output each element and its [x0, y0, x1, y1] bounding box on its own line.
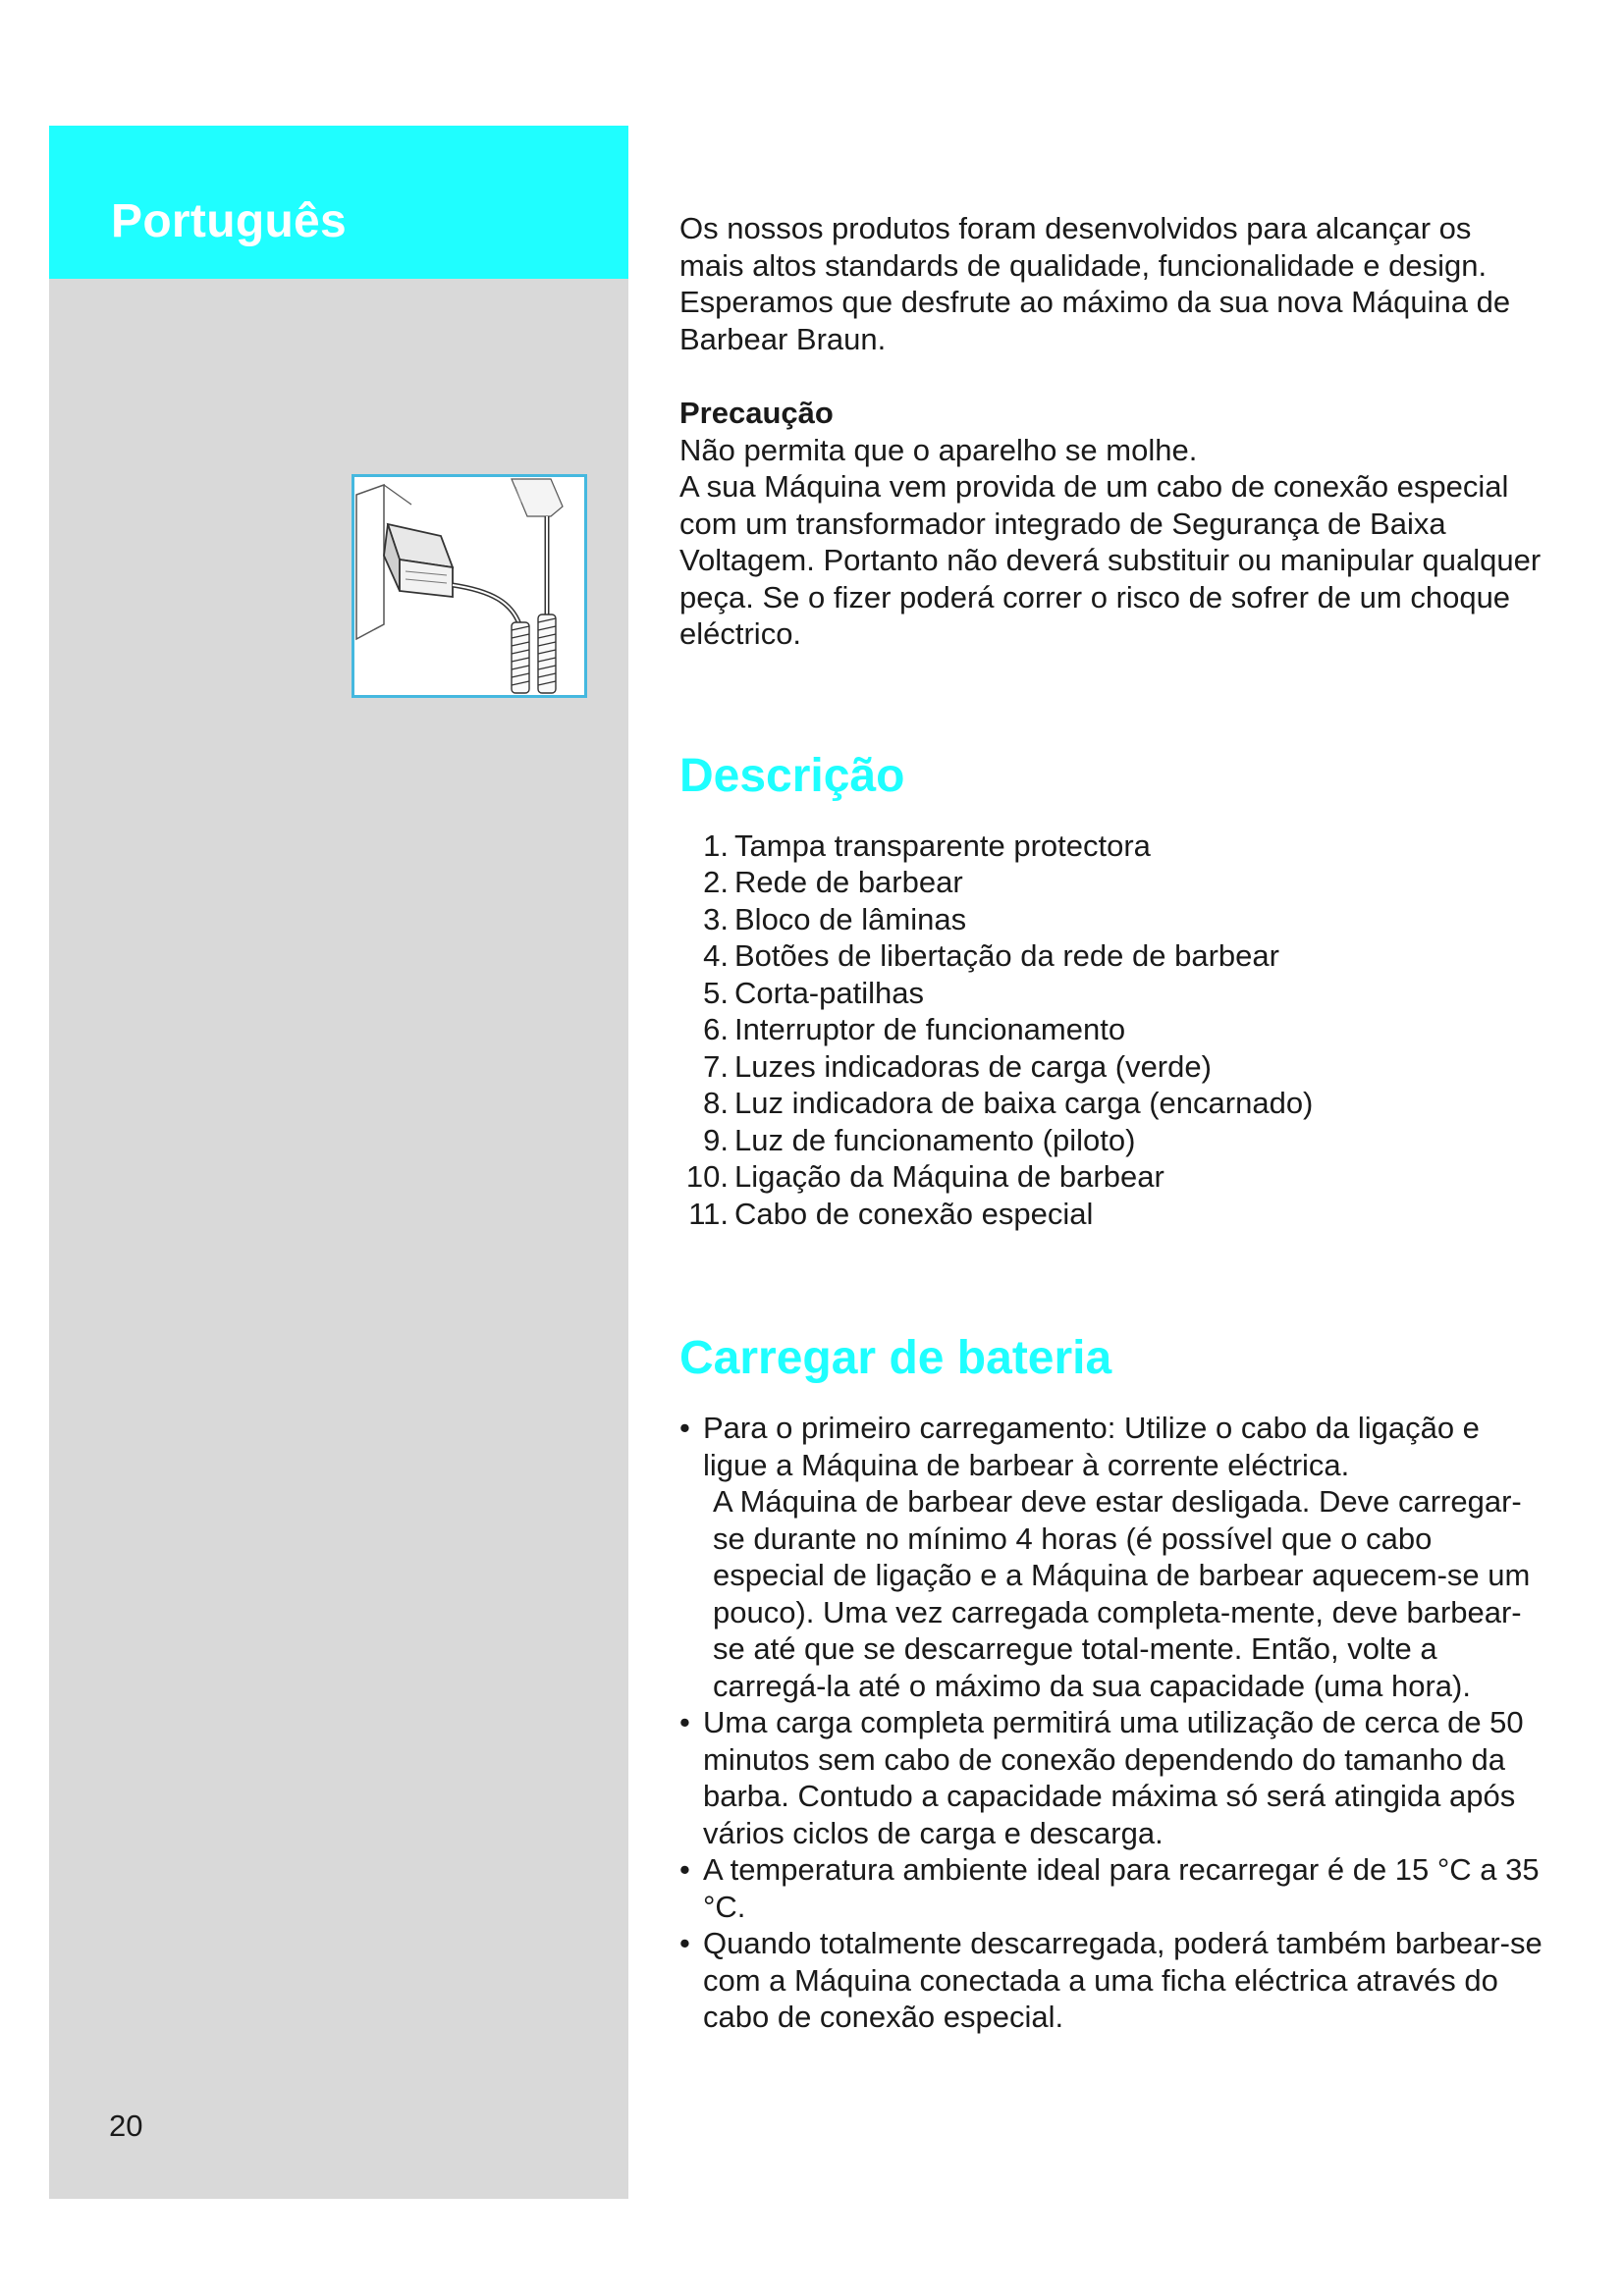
list-item: 1. Tampa transparente protectora — [703, 828, 1151, 863]
list-item: 3. Bloco de lâminas — [703, 901, 967, 936]
parts-list — [679, 828, 1543, 1233]
list-item: • Quando totalmente descarregada, poderá também barbear-se com a Máquina conectada a uma ficha eléctrica através do cabo de conexão especial. — [679, 1926, 1543, 2034]
bullet-4: Quando totalmente descarregada, poderá também barbear-se com a Máquina conectada a uma ficha eléctrica através do cabo de conexão especial. — [703, 1926, 1543, 2034]
list-item: 5. Corta-patilhas — [703, 975, 924, 1010]
page-number: 20 — [109, 2109, 143, 2143]
description-heading: Descrição — [679, 749, 905, 802]
list-item: 4. Botões de libertação da rede de barbear — [703, 938, 1279, 973]
main-content — [679, 210, 1543, 2036]
list-item: 10. Ligação da Máquina de barbear — [685, 1159, 1164, 1194]
bullet-1-lead: Para o primeiro carregamento: Utilize o cabo da ligação e ligue a Máquina de barbear à corrente eléctrica. — [703, 1411, 1480, 1482]
list-item: • Para o primeiro carregamento: Utilize o cabo da ligação e ligue a Máquina de barbear à corrente eléctrica. A Máquina de barbear deve estar desligada. Deve carregar-se durante no mínimo 4 horas (é possível que o cabo especial de ligação e a Máquina de barbear aquecem-se um pouco). Uma vez carregada completa-mente, deve barbear-se até que se descarregue total-mente. Então, volte a carregá-la até o máximo da sua capacidade (uma hora). — [679, 1410, 1543, 1704]
list-item: 8. Luz indicadora de baixa carga (encarnado) — [703, 1086, 1314, 1120]
list-item: 11. Cabo de conexão especial — [688, 1196, 1094, 1231]
list-item: 2. Rede de barbear — [703, 865, 963, 899]
plug-illustration-icon — [354, 477, 584, 695]
precaution-line-2: A sua Máquina vem provida de um cabo de conexão especial com um transformador integrado de Segurança de Baixa Voltagem. Portanto não deverá substituir ou manipular qualquer peça. Se o fizer poderá correr o risco de sofrer de um choque eléctrico. — [679, 469, 1542, 651]
intro-paragraph: Os nossos produtos foram desenvolvidos para alcançar os mais altos standards de qualidade, funcionalidade e design. Esperamos que desfrute ao máximo da sua nova Máquina de Barbear Braun. — [679, 211, 1511, 356]
list-item: 6. Interruptor de funcionamento — [703, 1012, 1126, 1046]
sidebar-panel — [49, 126, 628, 2199]
list-item: 9. Luz de funcionamento (piloto) — [703, 1122, 1136, 1157]
list-item: 7. Luzes indicadoras de carga (verde) — [703, 1048, 1212, 1084]
charging-bullets — [679, 1410, 1543, 2036]
precaution-line-1: Não permita que o aparelho se molhe. — [679, 432, 1198, 467]
bullet-3: A temperatura ambiente ideal para recarregar é de 15 °C a 35 °C. — [703, 1852, 1540, 1924]
language-title: Português — [111, 195, 348, 247]
charging-heading: Carregar de bateria — [679, 1332, 1112, 1384]
list-item: • A temperatura ambiente ideal para recarregar é de 15 °C a 35 °C. — [679, 1851, 1543, 1925]
bullet-2: Uma carga completa permitirá uma utilização de cerca de 50 minutos sem cabo de conexão dependendo do tamanho da barba. Contudo a capacidade máxima só será atingida após vários ciclos de carga e descarga. — [703, 1705, 1524, 1850]
plug-and-cable-illustration — [352, 474, 587, 698]
precaution-heading: Precaução — [679, 396, 834, 430]
list-item: • Uma carga completa permitirá uma utilização de cerca de 50 minutos sem cabo de conexão dependendo do tamanho da barba. Contudo a capacidade máxima só será atingida após vários ciclos de carga e descarga. — [679, 1704, 1543, 1851]
bullet-1-rest: A Máquina de barbear deve estar desligada. Deve carregar-se durante no mínimo 4 horas (é possível que o cabo especial de ligação e a Máquina de barbear aquecem-se um pouco). Uma vez carregada completa-mente, deve barbear-se até que se descarregue total-mente. Então, volte a carregá-la até o máximo da sua capacidade (uma hora). — [713, 1484, 1531, 1703]
